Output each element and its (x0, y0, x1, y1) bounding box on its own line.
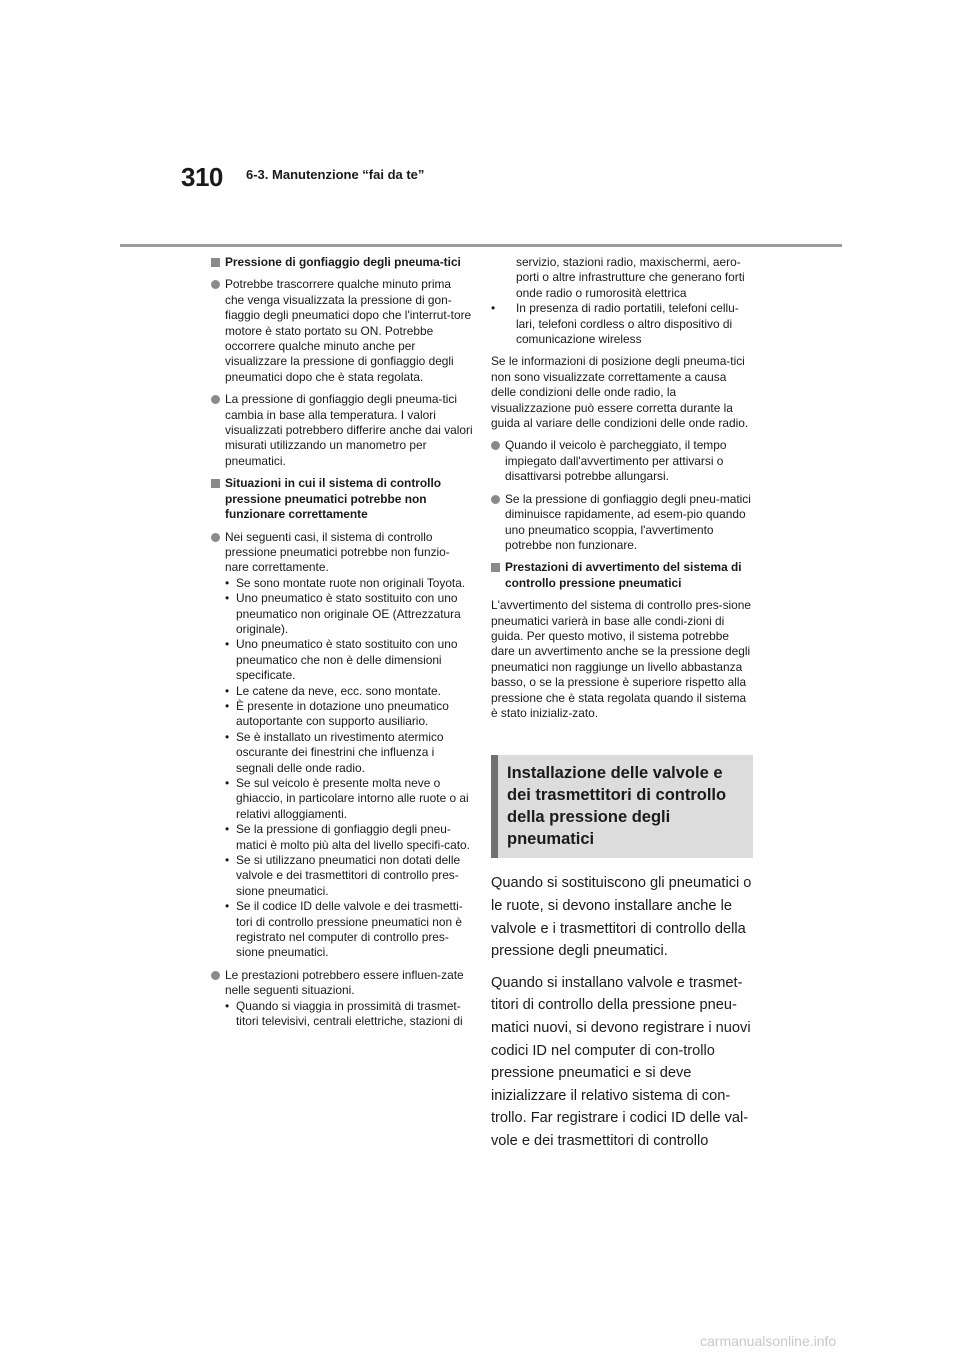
paragraph: Quando si installano valvole e trasmet-titori di controllo della pressione pneu-matici nuovi, si devono registrare i nuovi codici ID nel computer di con-trollo pressione pneumatici e si deve inizializzare il relativo sistema di con-trollo. Far registrare i codici ID delle val-vole e dei trasmettitori di controllo (491, 974, 751, 1149)
subheading-warning-performance: Prestazioni di avvertimento del sistema di controllo pressione pneumatici (491, 560, 753, 591)
bullet-paragraph: Le prestazioni potrebbero essere influen-zate nelle seguenti situazioni. • Quando si viaggia in prossimità di trasmet-titori televisivi, centrali elettriche, stazioni di (211, 968, 473, 1030)
list-item-continued: servizio, stazioni radio, maxischermi, aero-porti o altre infrastrutture che generano forti onde radio o rumorosità elettrica (516, 255, 745, 300)
performance-list-continued (491, 255, 753, 347)
list-item: • Se sul veicolo è presente molta neve o ghiaccio, in particolare intorno alle ruote o ai relativi alloggiamenti. (225, 776, 469, 821)
situation-list (225, 576, 473, 961)
list-item: • Se è installato un rivestimento atermico oscurante dei finestrini che influenza i segnali delle onde radio. (225, 729, 444, 775)
circle-bullet-icon (211, 971, 220, 980)
square-bullet-icon (211, 479, 220, 488)
bullet-paragraph: Quando il veicolo è parcheggiato, il tempo impiegato dall'avvertimento per attivarsi o disattivarsi potrebbe allungarsi. (491, 438, 753, 484)
list-item: • Quando si viaggia in prossimità di trasmet-titori televisivi, centrali elettriche, stazioni di (225, 998, 463, 1029)
paragraph: L'avvertimento del sistema di controllo pres-sione pneumatici varierà in base alle condi-zioni di guida. Per questo motivo, il sistema potrebbe dare un avvertimento anche se la pressione degli pneumatici non raggiunge un livello abbastanza basso, o se la pressione è superiore rispetto alla pressione che è stata regolata quando il sistema è stato inizializ-zato. (491, 598, 752, 720)
bullet-paragraph: La pressione di gonfiaggio degli pneuma-tici cambia in base alla temperatura. I valori visualizzati potrebbero differire anche dai valori misurati utilizzando un manometro per pneumatici. (211, 392, 473, 469)
list-item: • Se sono montate ruote non originali Toyota. (225, 575, 466, 590)
bullet-paragraph: Potrebbe trascorrere qualche minuto prima che venga visualizzata la pressione di gon-fiaggio degli pneumatici dopo che l'interrut-tore motore è stato portato su ON. Potrebbe occorrere qualche minuto anche per visualizzare la pressione di gonfiaggio degli pneumatici dopo che è stata regolata. (211, 277, 473, 385)
list-item: • Se si utilizzano pneumatici non dotati delle valvole e dei trasmettitori di controllo pres-sione pneumatici. (225, 853, 461, 898)
bullet-paragraph: Se la pressione di gonfiaggio degli pneu-matici diminuisce rapidamente, ad esem-pio quando uno pneumatico scoppia, l'avvertimento potrebbe non funzionare. (491, 492, 753, 554)
section-heading: Installazione delle valvole e dei trasmettitori di controllo della pressione degli pneumatici (507, 764, 727, 849)
square-bullet-icon (211, 258, 220, 267)
list-item: • In presenza di radio portatili, telefoni cellu-lari, telefoni cordless o altro dispositivo di comunicazione wireless (491, 301, 739, 347)
list-item: • Se la pressione di gonfiaggio degli pneu-matici è molto più alta del livello specifi-cato. (225, 822, 470, 852)
list-item: • Uno pneumatico è stato sostituito con uno pneumatico che non è delle dimensioni specificate. (225, 637, 458, 683)
list-item: • Uno pneumatico è stato sostituito con uno pneumatico non originale OE (Attrezzatura originale). (225, 591, 461, 636)
performance-list (225, 999, 473, 1030)
section-title: 6-3. Manutenzione “fai da te” (246, 167, 425, 182)
watermark: carmanualsonline.info (700, 1333, 837, 1349)
circle-bullet-icon (211, 395, 220, 404)
list-item: • È presente in dotazione uno pneumatico autoportante con supporto ausiliario. (225, 698, 449, 729)
subheading-tire-pressure: Pressione di gonfiaggio degli pneuma-tici (211, 255, 473, 270)
circle-bullet-icon (211, 280, 220, 289)
list-item: • Le catene da neve, ecc. sono montate. (225, 683, 441, 698)
header-rule (120, 244, 842, 247)
paragraph: Se le informazioni di posizione degli pneuma-tici non sono visualizzate correttamente a causa delle condizioni delle onde radio, la visualizzazione può essere corretta durante la guida al variare delle condizioni delle onde radio. (491, 354, 749, 431)
section-heading-box (491, 755, 753, 858)
page-number: 310 (181, 162, 223, 192)
right-column (491, 255, 753, 1162)
square-bullet-icon (491, 563, 500, 572)
circle-bullet-icon (491, 495, 500, 504)
paragraph: Quando si sostituiscono gli pneumatici o le ruote, si devono installare anche le valvole e i trasmettitori di controllo della pressione degli pneumatici. (491, 875, 752, 960)
bullet-paragraph: Nei seguenti casi, il sistema di controllo pressione pneumatici potrebbe non funzio-nare correttamente. • Se sono montate ruote non originali Toyota. • Uno pneumatico è stato sostituito con uno pneumatico non originale OE (Attrezzatura originale). • Uno pneumatico è stato sostituito con uno pneumatico che non è delle dimensioni specificate. • Le catene da neve, ecc. sono montate. • È presente in dotazione uno pneumatico autoportante con supporto ausiliario. • Se è installato un rivestimento atermico oscurante dei finestrini che influenza i segnali delle onde radio. • Se sul veicolo è presente molta neve o ghiaccio, in particolare intorno alle ruote o ai relativi alloggiamenti. • Se la pressione di gonfiaggio degli pneu-matici è molto più alta del livello specifi-cato. • Se si utilizzano pneumatici non dotati delle valvole e dei trasmettitori di controllo pres-sione pneumatici. • Se il codice ID delle valvole e dei trasmetti-tori di controllo pressione pneumatici non è registrato nel computer di controllo pres-sione pneumatici. (211, 530, 473, 961)
heading-accent-bar (491, 755, 498, 858)
subheading-malfunction-situations: Situazioni in cui il sistema di controllo pressione pneumatici potrebbe non funzionare correttamente (211, 476, 473, 522)
left-column (211, 255, 473, 1037)
list-item: • Se il codice ID delle valvole e dei trasmetti-tori di controllo pressione pneumatici non è registrato nel computer di controllo pres-sione pneumatici. (225, 899, 463, 960)
body-text-large (491, 872, 753, 1152)
circle-bullet-icon (211, 533, 220, 542)
circle-bullet-icon (491, 441, 500, 450)
